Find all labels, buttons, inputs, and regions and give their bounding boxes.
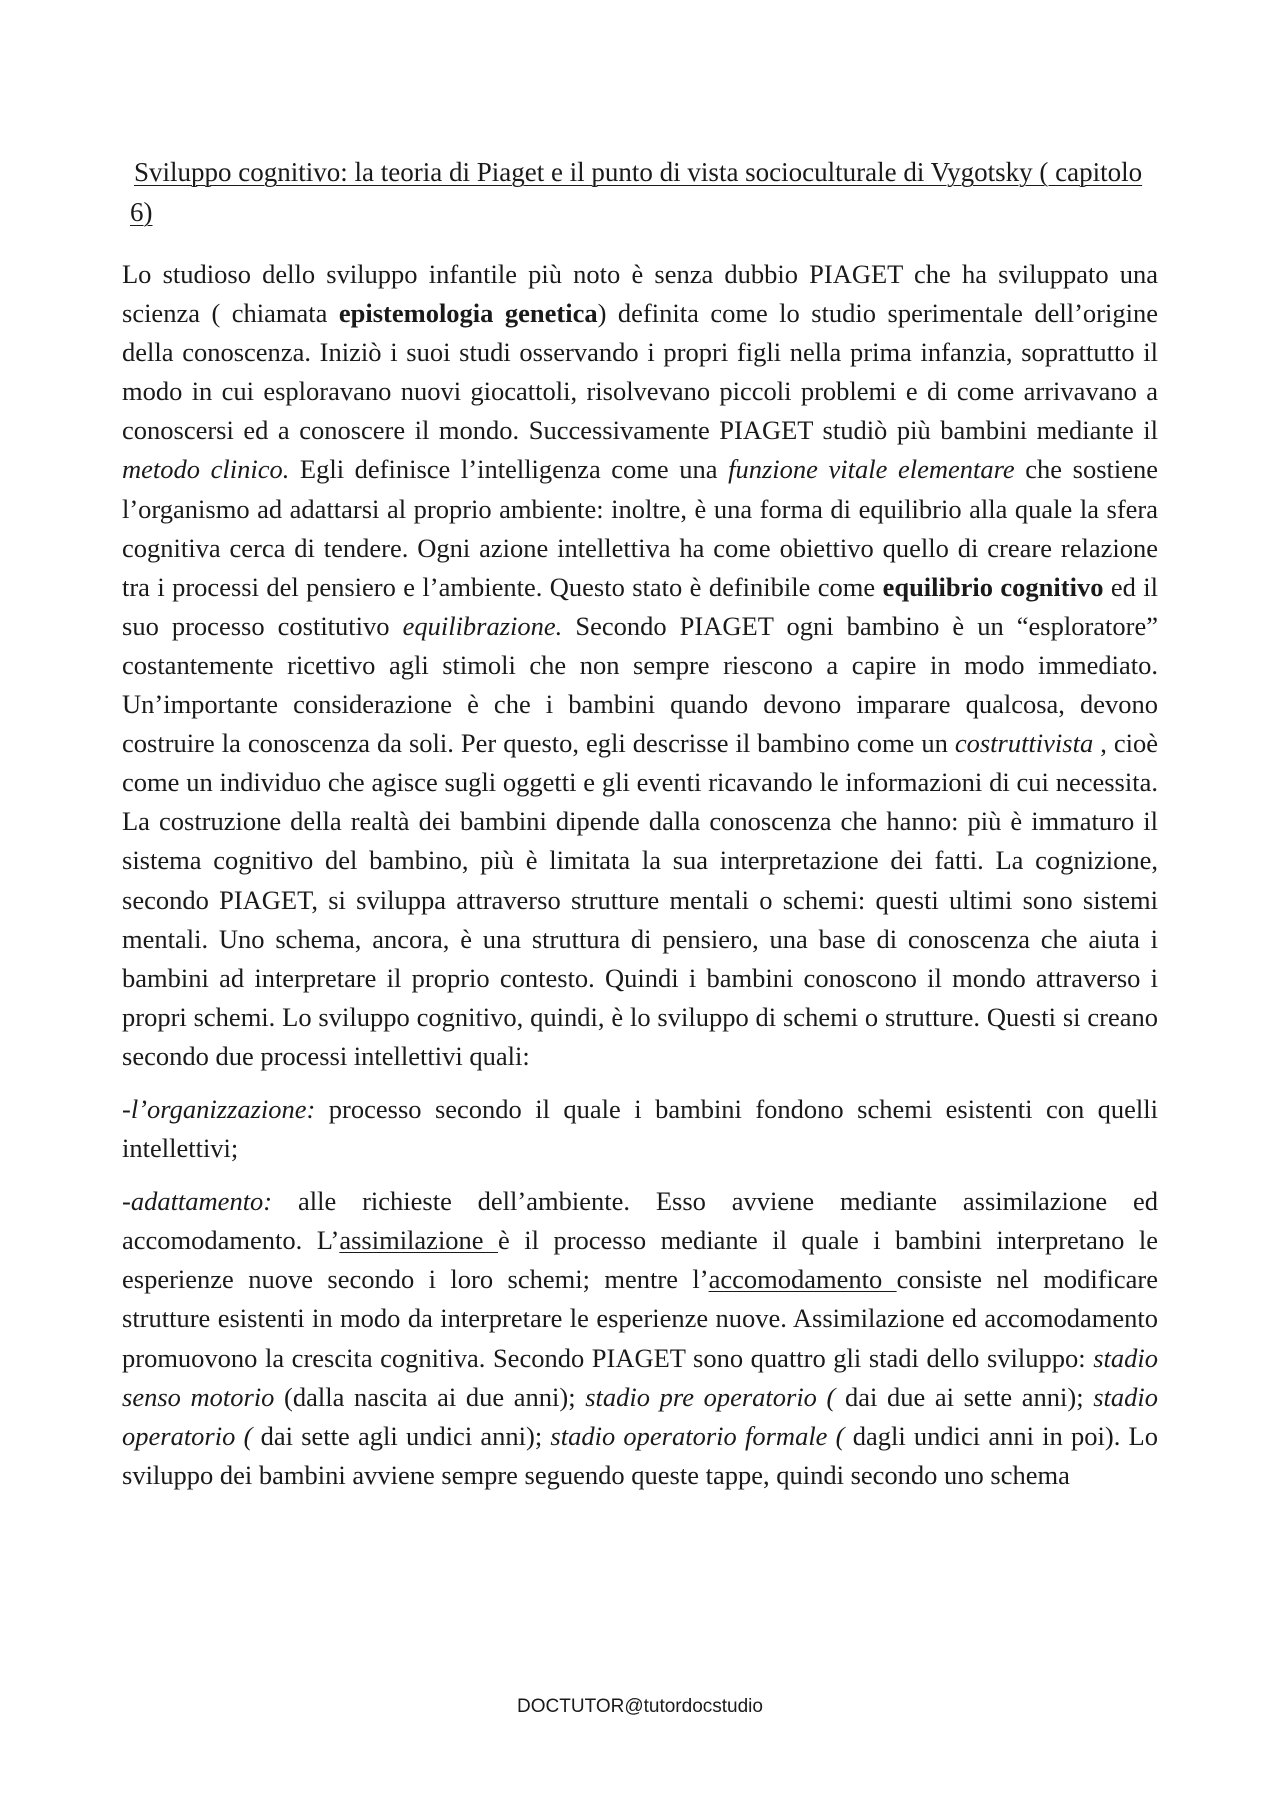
text-run: Lo studioso dello sviluppo infantile più noto è senza dubbio PIAGET che ha sviluppato una scienza ( chiamata (122, 259, 1158, 329)
text-run: ) definita come lo studio sperimentale dell’origine della conoscenza. Iniziò i suoi studi osservando i propri figli nella prima infanzia, soprattutto il modo in cui esploravano nuovi giocattoli, risolvevano piccoli problemi e di come arrivavano a conoscersi ed a conoscere il mondo. Successivamente PIAGET studiò più bambini mediante il (122, 298, 1158, 446)
text-run: dai sette agli undici anni); (252, 1420, 551, 1451)
text-run: Secondo PIAGET ogni bambino è un “esploratore” costantemente ricettivo agli stimoli che non sempre riescono a capire in modo immediato. Un’importante considerazione è che i bambini quando devono imparare qualcosa, devono costruire la conoscenza da soli. Per questo, egli descrisse il bambino come un (122, 610, 1158, 759)
italic-term-metodo-clinico: metodo clinico. (122, 454, 290, 485)
text-run: ed il suo processo costitutivo (122, 571, 1158, 641)
italic-term-funzione-vitale: funzione vitale elementare (728, 454, 1015, 485)
text-run: consiste nel modificare strutture esistenti in modo da interpretare le esperienze nuove. Assimilazione ed accomodamento promuovono la crescita cognitiva. Secondo PIAGET sono quattro gli stadi dello sviluppo: (122, 1264, 1158, 1373)
bold-term-equilibrio-cognitivo: equilibrio cognitivo (882, 571, 1104, 602)
paragraph-adattamento (122, 1182, 1158, 1495)
page-footer: DOCTUTOR@tutordocstudio (517, 1696, 763, 1717)
page-title: Sviluppo cognitivo: la teoria di Piaget e il punto di vista socioculturale di Vygotsky ( capitolo 6) (130, 157, 1143, 227)
text-run: processo secondo il quale i bambini fondono schemi esistenti con quelli intellettivi; (122, 1093, 1158, 1164)
italic-term-costruttivista: costruttivista (954, 728, 1094, 759)
italic-term-stadio-pre-operatorio: stadio pre operatorio ( (585, 1381, 836, 1412)
text-run: è il processo mediante il quale i bambini interpretano le esperienze nuove secondo i loro schemi; mentre l’ (122, 1225, 1158, 1295)
italic-term-equilibrazione: equilibrazione. (402, 610, 563, 641)
bold-term-epistemologia: epistemologia genetica (338, 298, 598, 329)
italic-term-adattamento: -adattamento: (122, 1186, 273, 1217)
text-run: , cioè come un individuo che agisce sugli oggetti e gli eventi ricavando le informazioni di cui necessita. La costruzione della realtà dei bambini dipende dalla conoscenza che hanno: più è immaturo il sistema cognitivo del bambino, più è limitata la sua interpretazione dei fatti. La cognizione, secondo PIAGET, si sviluppa attraverso strutture mentali o schemi: questi ultimi sono sistemi mentali. Uno schema, ancora, è una struttura di pensiero, una base di conoscenza che aiuta i bambini ad interpretare il proprio contesto. Quindi i bambini conoscono il mondo attraverso i propri schemi. Lo sviluppo cognitivo, quindi, è lo sviluppo di schemi o strutture. Questi si creano secondo due processi intellettivi quali: (122, 728, 1158, 1071)
italic-term-stadio-operatorio-formale: stadio operatorio formale ( (550, 1420, 845, 1451)
text-run: Egli definisce l’intelligenza come una (289, 454, 729, 485)
document-body (122, 255, 1158, 1509)
italic-term-stadio-senso-motorio: stadio senso motorio (122, 1342, 1158, 1412)
paragraph-organizzazione (122, 1090, 1158, 1168)
underlined-term-assimilazione: assimilazione (339, 1225, 499, 1256)
italic-term-stadio-operatorio: stadio operatorio ( (122, 1381, 1158, 1451)
text-run: che sostiene l’organismo ad adattarsi al proprio ambiente: inoltre, è una forma di equilibrio alla quale la sfera cognitiva cerca di tendere. Ogni azione intellettiva ha come obiettivo quello di creare relazione tra i processi del pensiero e l’ambiente. Questo stato è definibile come (122, 454, 1159, 602)
text-run: alle richieste dell’ambiente. Esso avviene mediante assimilazione ed accomodamento. L’ (122, 1186, 1158, 1256)
underlined-term-accomodamento: accomodamento (708, 1264, 897, 1295)
italic-term-organizzazione: -l’organizzazione: (122, 1093, 316, 1124)
paragraph-intro (122, 255, 1158, 1076)
text-run: (dalla nascita ai due anni); (274, 1381, 586, 1412)
text-run: dai due ai sette anni); (835, 1381, 1094, 1412)
text-run: dagli undici anni in poi). Lo sviluppo dei bambini avviene sempre seguendo queste tappe, quindi secondo uno schema (122, 1420, 1158, 1490)
